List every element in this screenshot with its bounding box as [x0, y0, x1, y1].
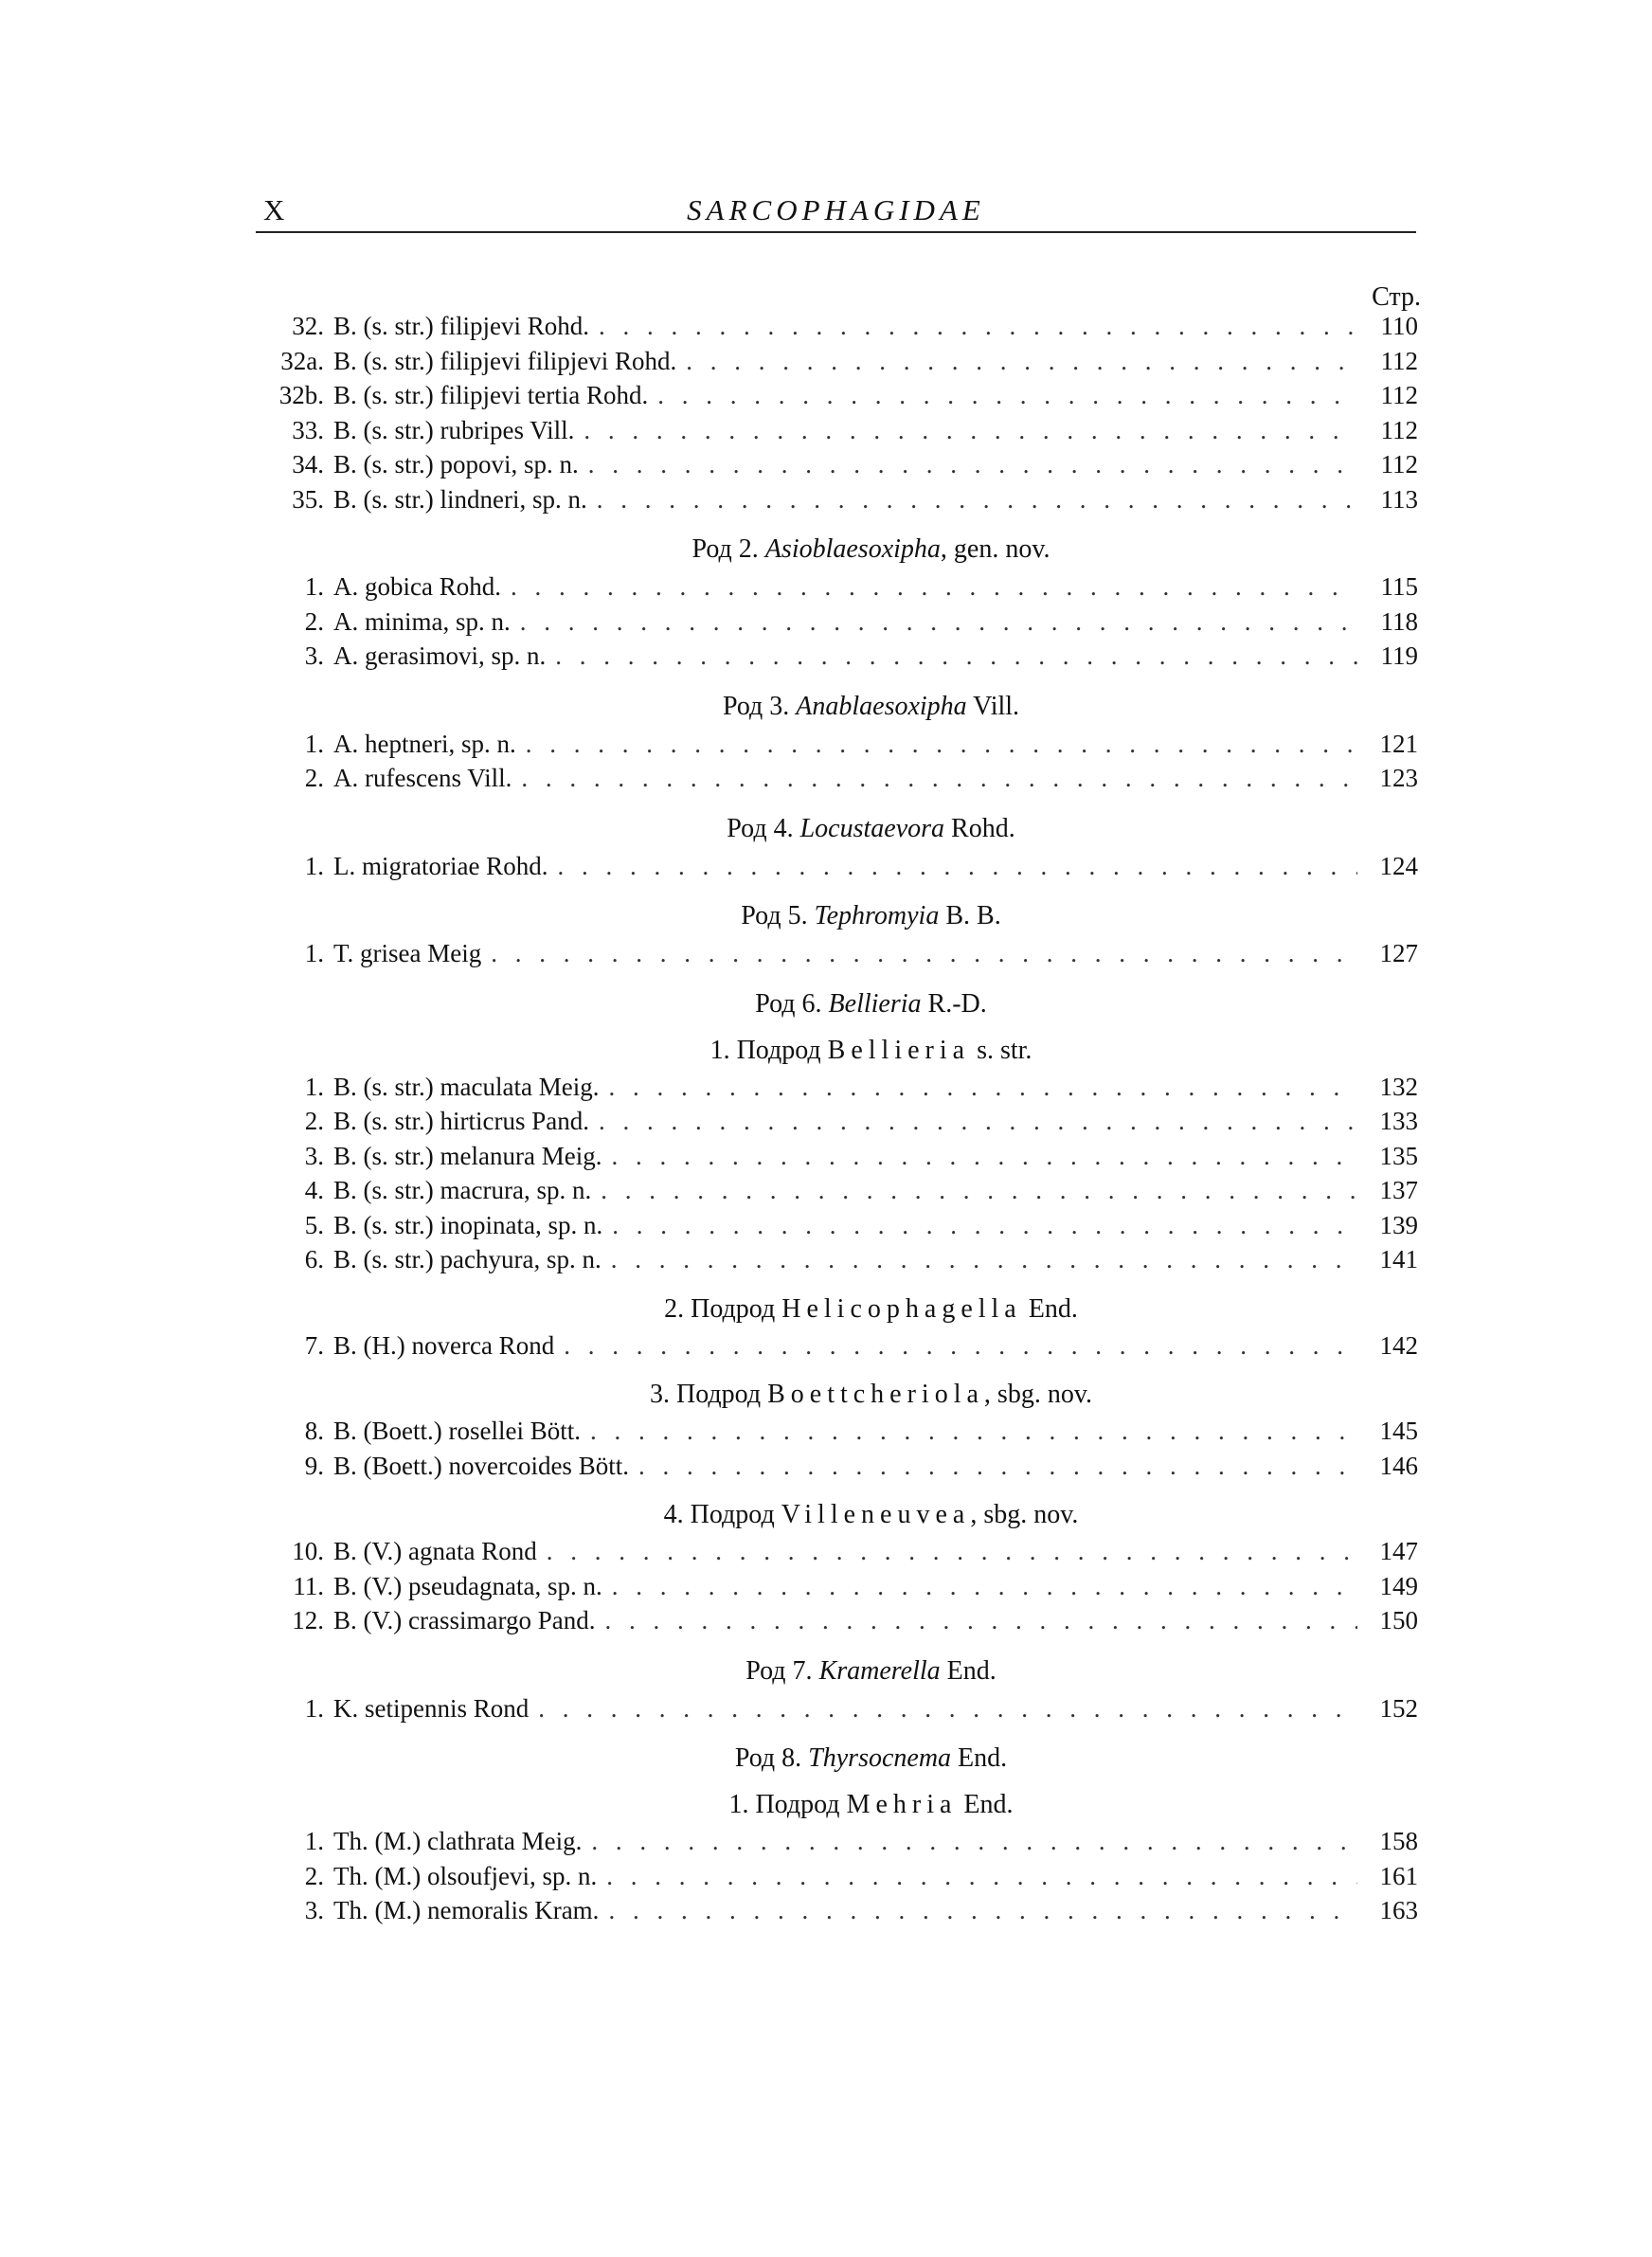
toc-entry [267, 1893, 1418, 1928]
page-header [256, 190, 1416, 233]
entry-name: A. minima, sp. n. [333, 606, 511, 636]
toc-entry [267, 309, 1418, 344]
subgenus-heading-6-1 [267, 1032, 1418, 1070]
genus-suffix: R.-D. [921, 988, 987, 1019]
entry-page: 142 [1379, 1330, 1418, 1360]
leader-dots [597, 482, 1357, 517]
entry-number: 5. [304, 1210, 324, 1239]
leader-dots [538, 1691, 1357, 1726]
genus-prefix: Род 8. [734, 1743, 802, 1773]
entry-page: 139 [1379, 1210, 1418, 1239]
genus-prefix: Род 6. [755, 988, 822, 1019]
leader-dots [511, 569, 1357, 605]
entry-number: 2. [304, 764, 324, 792]
subgenus-prefix: 1. Подрод [728, 1790, 840, 1819]
leader-dots [599, 1104, 1357, 1139]
subgenus-suffix: s. str. [970, 1035, 1032, 1065]
entry-page: 149 [1379, 1571, 1418, 1600]
genus-name: Anablaesoxipha [796, 691, 967, 721]
toc-entry [267, 344, 1418, 379]
toc-entry [267, 1070, 1418, 1105]
leader-dots [584, 413, 1357, 448]
genus-heading-3 [267, 687, 1418, 727]
entry-number: 3. [304, 1141, 324, 1170]
entry-name: L. migratoriae Rohd. [333, 851, 548, 880]
leader-dots [608, 1070, 1357, 1105]
entry-number: 4. [304, 1176, 324, 1204]
toc-entry [267, 849, 1418, 884]
toc-entry [267, 447, 1418, 482]
genus-suffix: End. [940, 1655, 997, 1686]
genus-suffix: Rohd. [944, 813, 1015, 843]
toc-entry [267, 1449, 1418, 1484]
entry-number: 1. [304, 572, 324, 601]
subgenus-name: Bellieria [827, 1035, 971, 1065]
leader-dots [555, 639, 1357, 674]
genus-name: Tephromyia [814, 901, 940, 930]
entry-name: B. (s. str.) inopinata, sp. n. [333, 1210, 603, 1239]
entry-name: Th. (M.) olsoufjevi, sp. n. [333, 1861, 598, 1890]
entry-name: B. (s. str.) filipjevi filipjevi Rohd. [333, 346, 677, 375]
subgenus-prefix: 3. Подрод [649, 1380, 762, 1409]
genus-heading-7 [267, 1652, 1418, 1691]
entry-page: 113 [1380, 484, 1418, 514]
entry-name: B. (V.) agnata Rond [333, 1537, 537, 1565]
entry-page: 133 [1379, 1107, 1418, 1135]
entry-number: 3. [304, 1896, 324, 1924]
genus-name: Thyrsocnema [808, 1743, 952, 1773]
genus-heading-2 [267, 530, 1418, 569]
entry-number: 2. [304, 1107, 324, 1135]
entry-number: 2. [304, 1861, 324, 1890]
entry-page: 112 [1380, 415, 1418, 444]
toc-entry [267, 936, 1418, 971]
entry-page: 124 [1379, 851, 1418, 880]
entry-name: B. (s. str.) rubripes Vill. [333, 415, 575, 444]
toc-entry [267, 1569, 1418, 1604]
leader-dots [520, 605, 1357, 640]
leader-dots [591, 1824, 1357, 1859]
toc-entry [267, 727, 1418, 762]
toc-entry [267, 761, 1418, 796]
entry-name: A. heptneri, sp. n. [333, 729, 516, 758]
subgenus-prefix: 4. Подрод [663, 1500, 775, 1529]
table-of-contents [267, 309, 1418, 1928]
entry-name: B. (s. str.) lindneri, sp. n. [333, 484, 587, 514]
subgenus-6-4-list [267, 1534, 1418, 1638]
genus-2-list [267, 569, 1418, 674]
leader-dots [564, 1328, 1357, 1363]
genus-name: Kramerella [818, 1655, 941, 1686]
page-column-label: Стр. [1372, 282, 1421, 312]
leader-dots [557, 849, 1357, 884]
entry-name: A. rufescens Vill. [333, 764, 512, 792]
toc-entry [267, 1208, 1418, 1243]
entry-name: B. (s. str.) maculata Meig. [333, 1072, 600, 1101]
entry-name: B. (s. str.) filipjevi tertia Rohd. [333, 381, 649, 409]
genus-prefix: Род 7. [745, 1655, 813, 1686]
entry-name: B. (V.) pseudagnata, sp. n. [333, 1571, 602, 1600]
leader-dots [686, 344, 1357, 379]
entry-page: 115 [1380, 572, 1418, 601]
genus-heading-8 [267, 1739, 1418, 1779]
entry-name: Th. (M.) clathrata Meig. [333, 1827, 583, 1855]
entry-page: 152 [1379, 1693, 1418, 1723]
entry-name: T. grisea Meig [333, 939, 482, 967]
leader-dots [599, 309, 1357, 344]
subgenus-name: Villeneuvea [781, 1500, 971, 1529]
subgenus-heading-6-3 [267, 1376, 1418, 1414]
entry-name: B. (Boett.) rosellei Bött. [333, 1417, 581, 1445]
subgenus-prefix: 2. Подрод [664, 1293, 776, 1324]
subgenus-suffix: , sbg. nov. [970, 1500, 1079, 1529]
subgenus-suffix: End. [957, 1790, 1014, 1819]
entry-name: B. (Boett.) novercoides Bött. [333, 1451, 629, 1480]
entry-page: 135 [1379, 1141, 1418, 1170]
entry-number: 1. [304, 1827, 324, 1855]
entry-number: 2. [304, 606, 324, 636]
toc-entry [267, 1824, 1418, 1859]
genus-3-list [267, 727, 1418, 796]
entry-number: 8. [304, 1417, 324, 1445]
entry-number: 1. [304, 1072, 324, 1101]
leader-dots [608, 1893, 1357, 1928]
toc-entry [267, 1859, 1418, 1894]
toc-entry [267, 569, 1418, 605]
leader-dots [601, 1173, 1357, 1208]
entry-page: 141 [1379, 1245, 1418, 1273]
leader-dots [491, 936, 1357, 971]
entry-name: B. (s. str.) hirticrus Pand. [333, 1107, 589, 1135]
entry-number: 1. [304, 1693, 324, 1723]
leader-dots [590, 1414, 1357, 1449]
entry-number: 6. [304, 1245, 324, 1273]
leader-dots [521, 761, 1357, 796]
toc-entry [267, 378, 1418, 413]
entry-name: B. (H.) noverca Rond [333, 1330, 555, 1360]
subgenus-heading-8-1 [267, 1786, 1418, 1824]
entry-number: 10. [292, 1537, 324, 1565]
entry-page: 158 [1379, 1827, 1418, 1855]
toc-entry [267, 1603, 1418, 1638]
entry-page: 132 [1379, 1072, 1418, 1101]
entry-page: 147 [1379, 1537, 1418, 1565]
entry-number: 32. [292, 312, 324, 340]
entry-name: A. gobica Rohd. [333, 572, 501, 601]
toc-entry [267, 1414, 1418, 1449]
genus-4-list [267, 849, 1418, 884]
entry-name: A. gerasimovi, sp. n. [333, 641, 547, 670]
genus-name: Bellieria [828, 988, 922, 1019]
genus-prefix: Род 3. [722, 691, 790, 721]
subgenus-8-1-list [267, 1824, 1418, 1928]
subgenus-name: Helicophagella [781, 1293, 1022, 1324]
subgenus-6-3-list [267, 1414, 1418, 1483]
entry-page: 161 [1379, 1861, 1418, 1890]
leader-dots [604, 1603, 1357, 1638]
entry-number: 9. [304, 1451, 324, 1480]
genus-prefix: Род 5. [741, 901, 808, 930]
subgenus-name: Mehria [846, 1790, 958, 1819]
entry-name: B. (s. str.) macrura, sp. n. [333, 1176, 592, 1204]
entry-page: 137 [1379, 1176, 1418, 1204]
leader-dots [638, 1449, 1357, 1484]
entry-name: Th. (M.) nemoralis Kram. [333, 1896, 600, 1924]
running-title: SARCOPHAGIDAE [687, 193, 985, 226]
genus-suffix: Vill. [966, 691, 1020, 721]
entry-name: K. setipennis Rond [333, 1693, 530, 1723]
subgenus-6-1-list [267, 1070, 1418, 1277]
genus-1-continued-list [267, 309, 1418, 516]
entry-number: 34. [292, 450, 324, 478]
genus-7-list [267, 1691, 1418, 1726]
genus-suffix: End. [951, 1743, 1008, 1773]
genus-name: Locustaevora [799, 813, 945, 843]
entry-page: 150 [1379, 1606, 1418, 1634]
page-number: X [263, 193, 285, 226]
entry-number: 7. [304, 1330, 324, 1360]
toc-entry [267, 605, 1418, 640]
entry-number: 1. [304, 851, 324, 880]
genus-prefix: Род 4. [727, 813, 794, 843]
entry-name: B. (s. str.) melanura Meig. [333, 1141, 602, 1170]
genus-suffix: B. B. [939, 901, 1001, 930]
leader-dots [588, 447, 1357, 482]
toc-entry [267, 639, 1418, 674]
entry-page: 118 [1380, 606, 1418, 636]
entry-number: 33. [292, 415, 324, 444]
entry-number: 11. [293, 1571, 324, 1600]
entry-page: 112 [1380, 381, 1418, 409]
toc-entry [267, 1691, 1418, 1726]
toc-entry [267, 1139, 1418, 1174]
entry-page: 112 [1380, 346, 1418, 375]
entry-name: B. (V.) crassimargo Pand. [333, 1606, 596, 1634]
toc-entry [267, 1242, 1418, 1277]
leader-dots [547, 1534, 1357, 1569]
subgenus-suffix: End. [1021, 1293, 1078, 1324]
leader-dots [606, 1859, 1357, 1894]
subgenus-name: Boettcheriola [767, 1380, 984, 1409]
leader-dots [526, 727, 1357, 762]
subgenus-heading-6-2 [267, 1291, 1418, 1328]
genus-heading-5 [267, 896, 1418, 936]
entry-page: 146 [1379, 1451, 1418, 1480]
subgenus-6-2-list [267, 1328, 1418, 1363]
entry-page: 121 [1379, 729, 1418, 758]
entry-page: 119 [1380, 641, 1418, 670]
entry-page: 163 [1379, 1896, 1418, 1924]
entry-page: 123 [1379, 764, 1418, 792]
entry-name: B. (s. str.) filipjevi Rohd. [333, 312, 589, 340]
entry-number: 32b. [278, 381, 324, 409]
genus-heading-6 [267, 984, 1418, 1024]
toc-entry [267, 1328, 1418, 1363]
entry-page: 110 [1380, 312, 1418, 340]
genus-prefix: Род 2. [691, 534, 759, 564]
entry-name: B. (s. str.) pachyura, sp. n. [333, 1245, 602, 1273]
genus-5-list [267, 936, 1418, 971]
genus-heading-4 [267, 809, 1418, 849]
entry-page: 127 [1379, 939, 1418, 967]
entry-number: 35. [292, 484, 324, 514]
toc-entry [267, 413, 1418, 448]
leader-dots [612, 1208, 1357, 1243]
entry-name: B. (s. str.) popovi, sp. n. [333, 450, 579, 478]
leader-dots [611, 1242, 1357, 1277]
entry-number: 32a. [280, 346, 324, 375]
entry-number: 3. [304, 641, 324, 670]
leader-dots [612, 1569, 1357, 1604]
subgenus-prefix: 1. Подрод [709, 1035, 821, 1065]
entry-number: 1. [304, 729, 324, 758]
toc-entry [267, 1173, 1418, 1208]
toc-entry [267, 1104, 1418, 1139]
entry-page: 145 [1379, 1417, 1418, 1445]
subgenus-heading-6-4 [267, 1496, 1418, 1534]
subgenus-suffix: , sbg. nov. [983, 1380, 1092, 1409]
entry-number: 12. [292, 1606, 324, 1634]
entry-page: 112 [1380, 450, 1418, 478]
leader-dots [611, 1139, 1357, 1174]
genus-name: Asioblaesoxipha [764, 534, 941, 564]
genus-suffix: , gen. nov. [940, 534, 1050, 564]
toc-entry [267, 482, 1418, 517]
entry-number: 1. [304, 939, 324, 967]
toc-entry [267, 1534, 1418, 1569]
leader-dots [657, 378, 1357, 413]
